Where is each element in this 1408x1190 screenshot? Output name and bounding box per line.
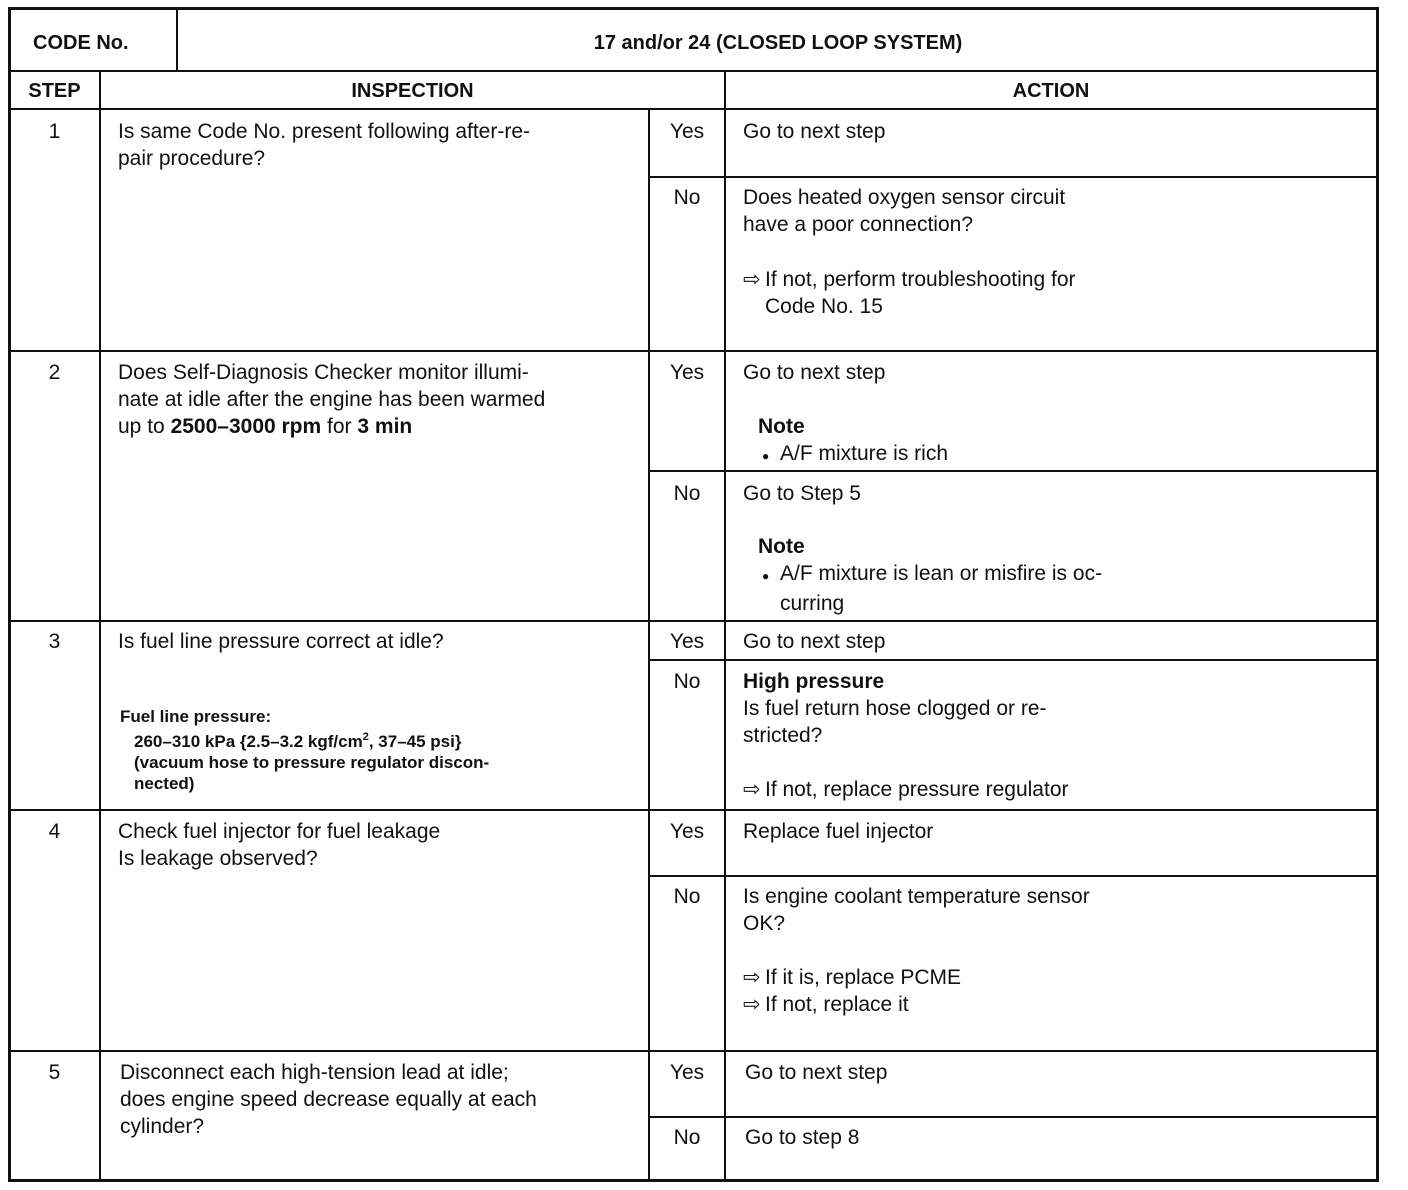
yes-label: Yes (669, 820, 705, 843)
step-number: 2 (48, 361, 61, 384)
no-action: Go to step 8 (745, 1126, 860, 1149)
inspection-text: Check fuel injector for fuel leakage Is leakage observed? (118, 820, 441, 870)
inspection-text: Does Self-Diagnosis Checker monitor illumi- nate at idle after the engine has been warmed up to 2500–3000 rpm for 3 min (118, 361, 546, 438)
bullet-icon: ● (762, 569, 770, 583)
no-action: High pressure Is fuel return hose clogged or re- stricted? (743, 670, 1047, 747)
no-result: ⇨ If it is, replace PCME ⇨ If not, replace it (743, 966, 962, 1016)
arrow-right-icon: ⇨ (743, 268, 761, 291)
inspection-text: Is same Code No. present following after-re- pair procedure? (118, 120, 531, 170)
yes-action: Replace fuel injector (743, 820, 934, 843)
arrow-right-icon: ⇨ (743, 778, 761, 801)
yes-label: Yes (669, 630, 705, 653)
step-number: 1 (48, 120, 61, 143)
yes-label: Yes (669, 1061, 705, 1084)
arrow-right-icon: ⇨ (743, 966, 761, 989)
code-label: CODE No. (33, 32, 129, 54)
no-note: Note ● A/F mixture is lean or misfire is oc- curring (758, 535, 1103, 615)
yes-label: Yes (669, 361, 705, 384)
no-label: No (673, 186, 701, 209)
code-value: 17 and/or 24 (CLOSED LOOP SYSTEM) (593, 32, 963, 54)
inspection-text: Is fuel line pressure correct at idle? (118, 630, 444, 653)
inspection-text: Disconnect each high-tension lead at idle; does engine speed decrease equally at each cylinder? (120, 1061, 537, 1138)
column-header-step: STEP (28, 80, 81, 102)
yes-action: Go to next step (743, 361, 886, 384)
no-label: No (673, 1126, 701, 1149)
no-label: No (673, 670, 701, 693)
step-number: 3 (48, 630, 61, 653)
fuel-pressure-spec: Fuel line pressure: 260–310 kPa {2.5–3.2 kgf/$cm^2$, 37–45 psi} (vacuum hose to pressure regulator discon- nected) (120, 707, 490, 793)
no-action: Does heated oxygen sensor circuit have a poor connection? (743, 186, 1066, 236)
yes-action: Go to next step (743, 120, 886, 143)
column-header-inspection: INSPECTION (351, 80, 474, 102)
yes-action: Go to next step (743, 630, 886, 653)
yes-note: Note ● A/F mixture is rich (758, 413, 948, 470)
no-action: Is engine coolant temperature sensor OK? (743, 885, 1090, 935)
yes-label: Yes (669, 120, 705, 143)
arrow-right-icon: ⇨ (743, 993, 761, 1016)
no-label: No (673, 482, 701, 505)
no-result: ⇨ If not, replace pressure regulator (743, 778, 1069, 801)
no-label: No (673, 885, 701, 908)
step-number: 5 (48, 1061, 61, 1084)
no-result: ⇨ If not, perform troubleshooting for Code No. 15 (743, 268, 1076, 318)
yes-action: Go to next step (745, 1061, 888, 1084)
bullet-icon: ● (762, 449, 770, 463)
column-header-action: ACTION (1012, 80, 1090, 102)
step-number: 4 (48, 820, 61, 843)
no-action: Go to Step 5 (743, 482, 861, 505)
